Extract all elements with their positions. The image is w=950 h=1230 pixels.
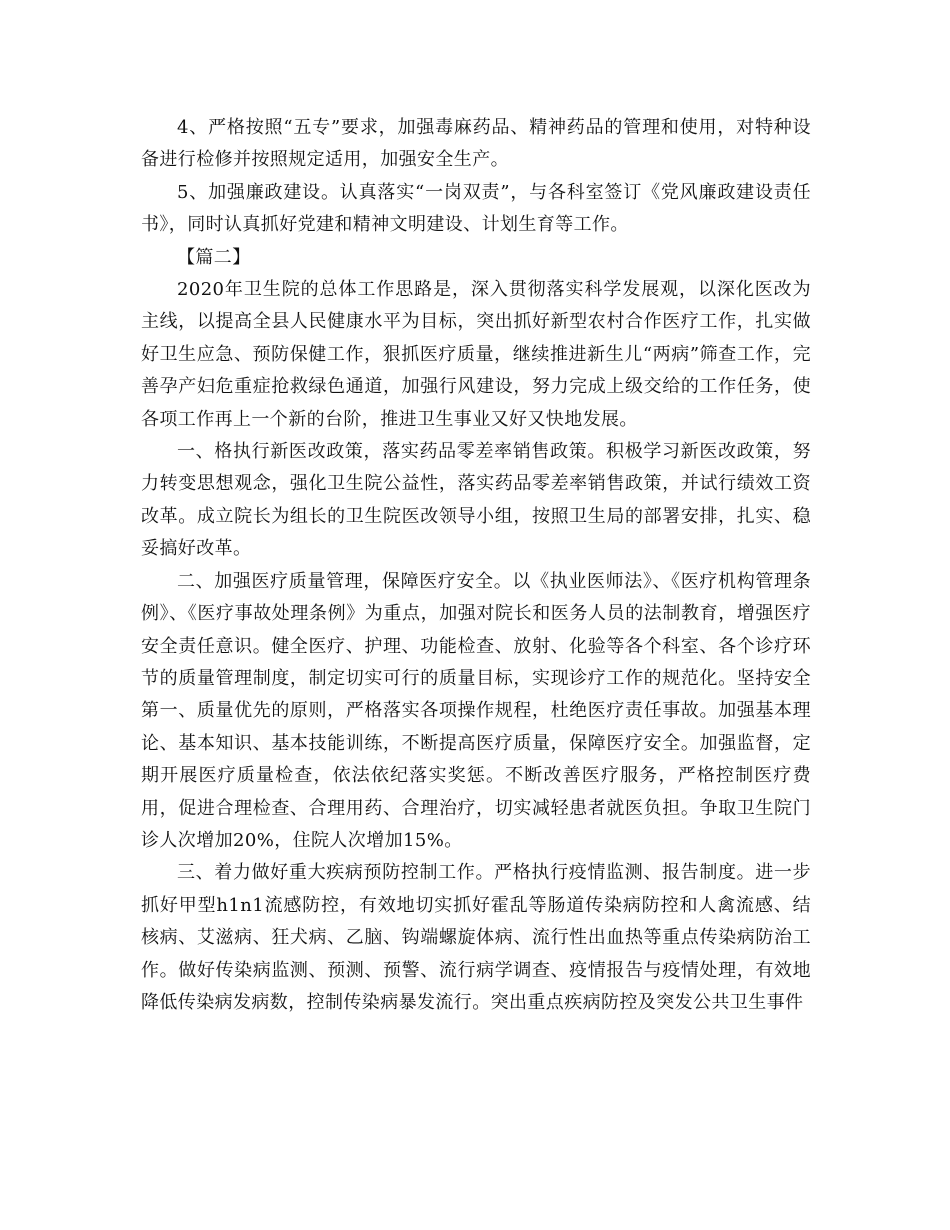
- paragraph-section-one: 一、格执行新医改政策，落实药品零差率销售政策。积极学习新医改政策，努力转变思想观念，强化卫生院公益性，落实药品零差率销售政策，并试行绩效工资改革。成立院长为组长的卫生院医改领导小组，按照卫生局的部署安排，扎实、稳妥搞好改革。: [141, 441, 811, 560]
- paragraph-section-three: 三、着力做好重大疾病预防控制工作。严格执行疫情监测、报告制度。进一步抓好甲型h1n1流感防控，有效地切实抓好霍乱等肠道传染病防控和人禽流感、结核病、艾滋病、狂犬病、乙脑、钩端螺旋体病、流行性出血热等重点传染病防治工作。做好传染病监测、预测、预警、流行病学调查、疫情报告与疫情处理，有效地降低传染病发病数，控制传染病暴发流行。突出重点疾病防控及突发公共卫生事件: [141, 862, 811, 1013]
- paragraph-item-4: 4、严格按照“五专”要求，加强毒麻药品、精神药品的管理和使用，对特种设备进行检修并按照规定适用，加强安全生产。: [141, 117, 811, 171]
- document-body: [141, 112, 811, 1019]
- section-heading-part-two: 【篇二】: [177, 246, 251, 268]
- paragraph-item-5: 5、加强廉政建设。认真落实“一岗双责”，与各科室签订《党风廉政建设责任书》，同时认真抓好党建和精神文明建设、计划生育等工作。: [141, 181, 811, 236]
- paragraph-overall-plan: 2020年卫生院的总体工作思路是，深入贯彻落实科学发展观，以深化医改为主线，以提高全县人民健康水平为目标，突出抓好新型农村合作医疗工作，扎实做好卫生应急、预防保健工作，狠抓医疗质量，继续推进新生儿“两病”筛查工作，完善孕产妇危重症抢救绿色通道，加强行风建设，努力完成上级交给的工作任务，使各项工作再上一个新的台阶，推进卫生事业又好又快地发展。: [141, 279, 811, 430]
- paragraph-section-two: 二、加强医疗质量管理，保障医疗安全。以《执业医师法》、《医疗机构管理条例》、《医疗事故处理条例》为重点，加强对院长和医务人员的法制教育，增强医疗安全责任意识。健全医疗、护理、功能检查、放射、化验等各个科室、各个诊疗环节的质量管理制度，制定切实可行的质量目标，实现诊疗工作的规范化。坚持安全第一、质量优先的原则，严格落实各项操作规程，杜绝医疗责任事故。加强基本理论、基本知识、基本技能训练，不断提高医疗质量，保障医疗安全。加强监督，定期开展医疗质量检查，依法依纪落实奖惩。不断改善医疗服务，严格控制医疗费用，促进合理检查、合理用药、合理治疗，切实减轻患者就医负担。争取卫生院门诊人次增加20%，住院人次增加15%。: [141, 570, 811, 851]
